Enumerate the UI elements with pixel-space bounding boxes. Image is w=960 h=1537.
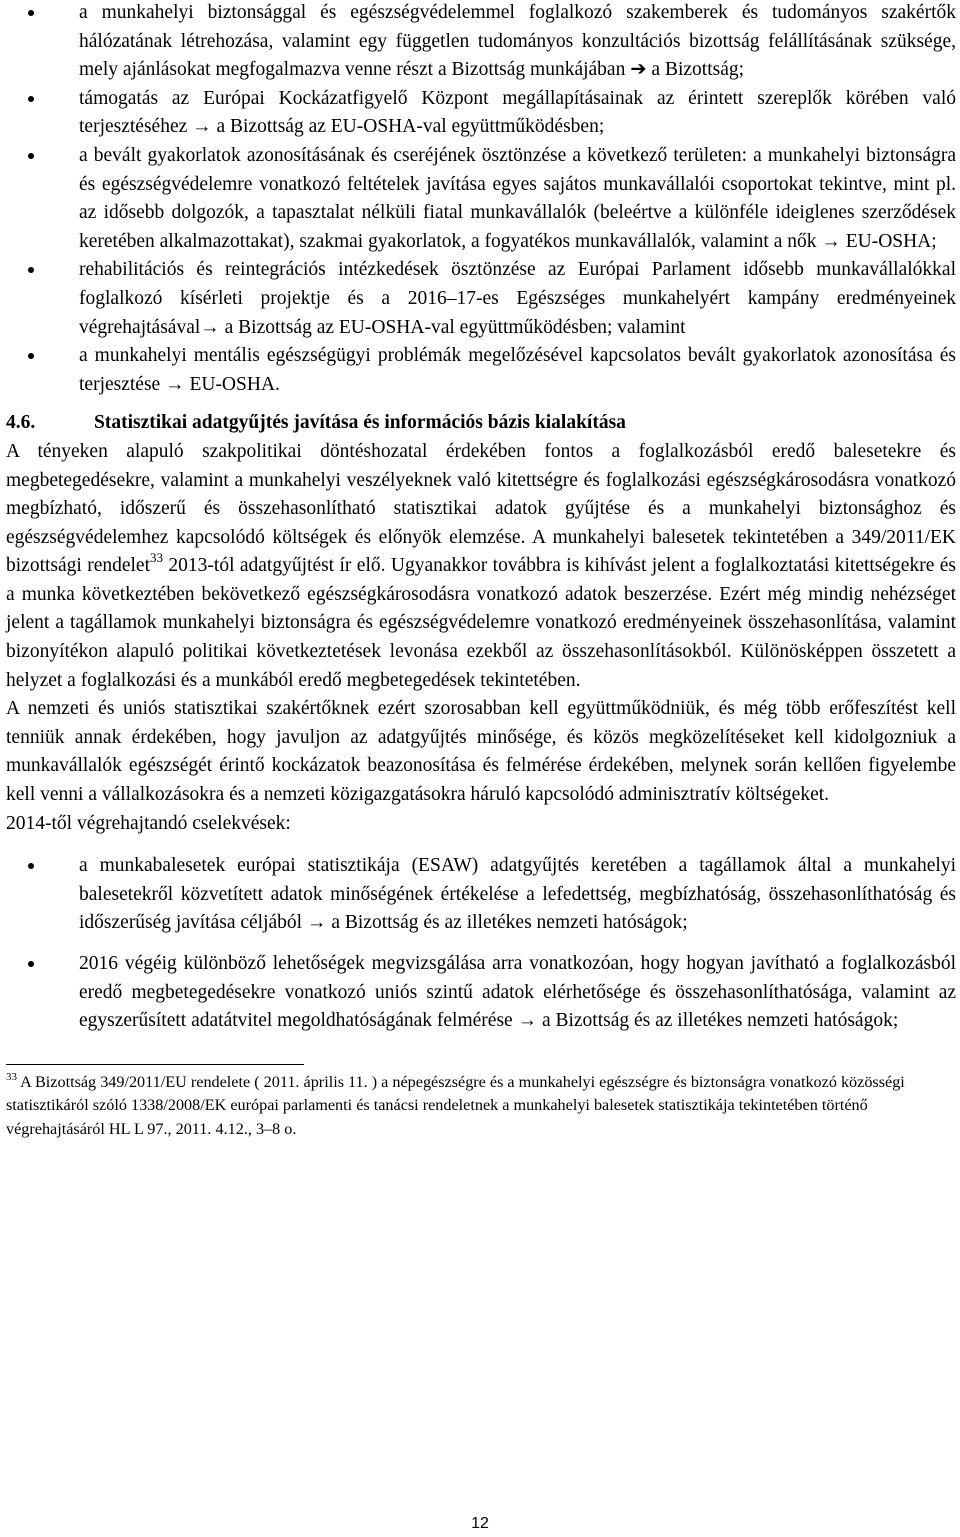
- list-item: támogatás az Európai Kockázatfigyelő Központ megállapításainak az érintett szereplők körében való terjesztéséhez → a Bizottság az EU-OSHA-val együttműködésben;: [6, 85, 956, 142]
- list-item: a munkabalesetek európai statisztikája (ESAW) adatgyűjtés keretében a tagállamok által a munkahelyi balesetekről közvetített adatok minőségének értékelése a lefedettség, megbízhatóság, összehasonlíthatóság és időszerűség javítása céljából → a Bizottság és az illetékes nemzeti hatóságok;: [6, 852, 956, 938]
- footnote-separator: [6, 1064, 304, 1065]
- paragraph-text: A tényeken alapuló szakpolitikai döntéshozatal érdekében fontos a foglalkozásból eredő balesetekre és megbetegedésekre, valamint a munkahelyi veszélyeknek való kitettségre és foglalkozási egészségkárosodásra vonatkozó megbízható, időszerű és összehasonlítható statisztikai adatok gyűjtése és a munkahelyi biztonsághoz és egészségvédelemhez kapcsolódó költségek és előnyök elemzése. A munkahelyi balesetek tekintetében a 349/2011/EK bizottsági rendelet: [6, 440, 956, 577]
- bullet-list-actions: [6, 852, 956, 1036]
- bullet-list-top: [6, 0, 956, 399]
- list-item: a bevált gyakorlatok azonosításának és cseréjének ösztönzése a következő területen: a munkahelyi biztonságra és egészségvédelemre vonatkozó feltételek javítása egyes sajátos munkavállalói csoportokat tekintve, mint pl. az idősebb dolgozók, a tapasztalat nélküli fiatal munkavállalók (beleértve a különféle ideiglenes szerződések keretében alkalmazottakat), szakmai gyakorlatok, a fogyatékos munkavállalók, valamint a nők → EU-OSHA;: [6, 142, 956, 256]
- list-item: a munkahelyi biztonsággal és egészségvédelemmel foglalkozó szakemberek és tudományos szakértők hálózatának létrehozása, valamint egy független tudományos konzultációs bizottság felállításának szüksége, mely ajánlásokat megfogalmazva venne részt a Bizottság munkájában ➔ a Bizottság;: [6, 0, 956, 85]
- list-item: 2016 végéig különböző lehetőségek megvizsgálása arra vonatkozóan, hogy hogyan javítható a foglalkozásból eredő megbetegedésekre vonatkozó uniós szintű adatok elérhetősége és összehasonlíthatósága, valamint az egyszerűsített adatátvitel megoldhatóságának felmérése → a Bizottság és az illetékes nemzeti hatóságok;: [6, 950, 956, 1036]
- paragraph-cooperation: A nemzeti és uniós statisztikai szakértőknek ezért szorosabban kell együttműködniük, és még több erőfeszítést kell tenniük annak érdekében, hogy javuljon az adatgyűjtés minősége, és közös megközelítéseket kell kidolgozniuk a munkavállalók egészségét érintő kockázatok beazonosítása és felmérése érdekében, melynek során kellően figyelembe kell venni a vállalkozásokra és a nemzeti közigazgatásokra háruló kapcsolódó adminisztratív költségeket.: [6, 698, 956, 806]
- section-title: Statisztikai adatgyűjtés javítása és információs bázis kialakítása: [94, 412, 626, 434]
- document-page: [6, 0, 956, 1141]
- list-item: rehabilitációs és reintegrációs intézkedések ösztönzése az Európai Parlament idősebb munkavállalókkal foglalkozó kísérleti projektje és a 2016–17-es Egészséges munkahelyért kampány eredményeinek végrehajtásával→ a Bizottság az EU-OSHA-val együttműködésben; valamint: [6, 256, 956, 342]
- actions-heading: 2014-től végrehajtandó cselekvések:: [6, 812, 291, 834]
- section-heading: [6, 409, 956, 438]
- list-item: a munkahelyi mentális egészségügyi problémák megelőzésével kapcsolatos bevált gyakorlatok azonosítása és terjesztése → EU-OSHA.: [6, 342, 956, 399]
- footnote-reference[interactable]: 33: [150, 550, 164, 566]
- footnote: [6, 1071, 956, 1142]
- paragraph-text: 2013-tól adatgyűjtést ír elő. Ugyanakkor továbbra is kihívást jelent a foglalkoztatási kitettségekre és a munka következtében bekövetkező egészségkárosodásra vonatkozó adatok beszerzése. Ezért még mindig nehézséget jelent a tagállamok munkahelyi biztonságra és egészségvédelemre vonatkozó eredményeinek összehasonlítása, valamint bizonyítékon alapuló politikai következtetések levonása ezekből az összehasonlításokból. Különösképpen összetett a helyzet a foglalkozási és a munkából eredő megbetegedések tekintetében.: [6, 555, 956, 691]
- footnote-text: A Bizottság 349/2011/EU rendelete ( 2011. április 11. ) a népegészségre és a munkahelyi egészségre és biztonságra vonatkozó közösségi statisztikáról szóló 1338/2008/EK európai parlamenti és tanácsi rendeletnek a munkahelyi balesetek statisztikája tekintetében történő végrehajtásáról HL L 97., 2011. 4.12., 3–8 o.: [6, 1072, 905, 1138]
- footnote-number: 33: [6, 1070, 17, 1083]
- paragraph-intro: [6, 438, 956, 695]
- page-number: 12: [471, 1515, 489, 1532]
- section-number: 4.6.: [6, 412, 36, 434]
